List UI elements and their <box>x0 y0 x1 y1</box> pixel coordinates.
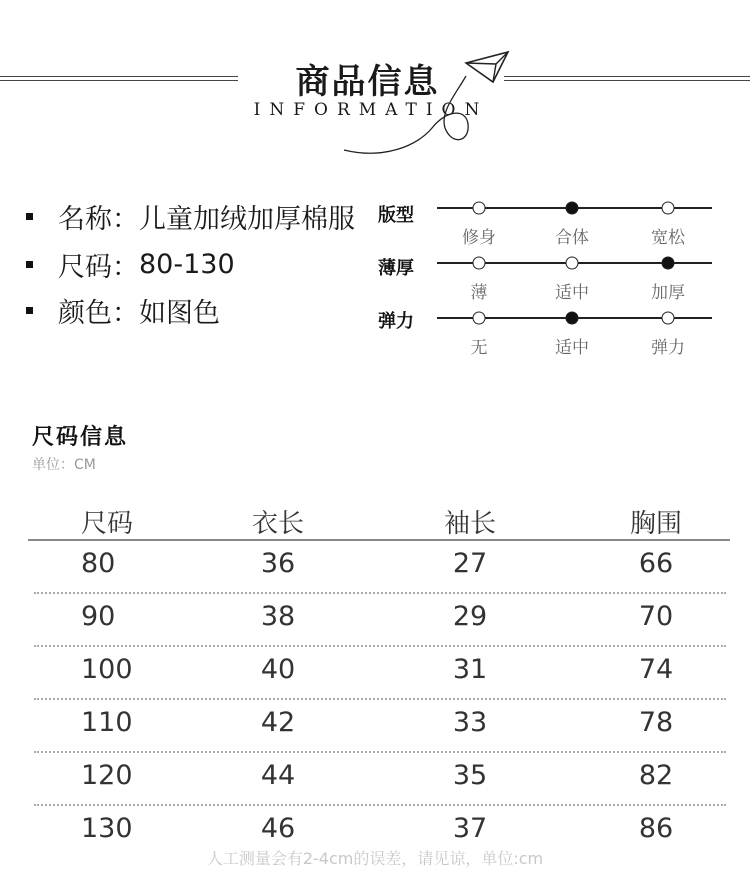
table-cell: 74 <box>638 654 674 685</box>
table-cell: 40 <box>260 654 296 685</box>
table-header-cell: 袖长 <box>443 509 497 539</box>
measurement-note: 人工测量会有2-4cm的误差，请见谅，单位:cm <box>206 849 544 868</box>
selected-dot-marker <box>566 202 579 215</box>
attribute-option-label: 无 <box>470 338 488 358</box>
table-row-divider <box>34 698 726 700</box>
bullet-marker <box>26 307 33 314</box>
paper-plane-icon <box>0 0 750 200</box>
table-cell: 31 <box>452 654 488 685</box>
table-cell: 110 <box>81 707 133 738</box>
table-cell: 82 <box>638 760 674 791</box>
selected-dot-marker <box>566 312 579 325</box>
attribute-option-label: 适中 <box>555 283 589 303</box>
table-cell: 27 <box>452 548 488 579</box>
dot-marker <box>473 257 486 270</box>
product-size-label: 尺码： <box>58 251 139 283</box>
attribute-option-label: 加厚 <box>651 283 685 303</box>
table-cell: 70 <box>638 601 674 632</box>
product-name-label: 名称： <box>58 203 139 235</box>
product-size-value: 80-130 <box>139 248 235 280</box>
product-color-row <box>26 293 220 327</box>
product-color-value: 如图色 <box>139 297 220 329</box>
bullet-marker <box>26 261 33 268</box>
dot-marker <box>566 257 579 270</box>
table-cell: 36 <box>260 548 296 579</box>
table-row-divider <box>34 804 726 806</box>
table-header-cell: 衣长 <box>251 509 305 539</box>
attribute-label: 版型 <box>378 205 414 226</box>
dot-marker <box>662 312 675 325</box>
table-cell: 66 <box>638 548 674 579</box>
table-row-divider <box>34 645 726 647</box>
table-row-divider <box>34 751 726 753</box>
table-header-cell: 尺码 <box>80 509 134 539</box>
table-cell: 44 <box>260 760 296 791</box>
table-cell: 46 <box>260 813 296 844</box>
product-name-row <box>26 199 355 233</box>
table-header-cell: 胸围 <box>629 509 683 539</box>
table-cell: 80 <box>81 548 116 579</box>
table-row-divider <box>34 592 726 594</box>
attribute-option-label: 薄 <box>470 283 488 303</box>
table-cell: 33 <box>452 707 488 738</box>
attribute-option-label: 合体 <box>555 228 589 248</box>
attribute-label: 薄厚 <box>378 258 414 279</box>
page-title: 商品信息 <box>295 62 440 102</box>
table-cell: 86 <box>638 813 674 844</box>
table-cell: 120 <box>81 760 133 791</box>
attribute-option-label: 修身 <box>462 228 496 248</box>
attribute-option-label: 宽松 <box>651 228 685 248</box>
dot-marker <box>662 202 675 215</box>
bullet-marker <box>26 213 33 220</box>
size-table-unit: 单位：CM <box>32 457 96 473</box>
table-cell: 38 <box>260 601 296 632</box>
table-cell: 90 <box>81 601 116 632</box>
attribute-option-label: 适中 <box>555 338 589 358</box>
table-cell: 130 <box>81 813 133 844</box>
dot-marker <box>473 202 486 215</box>
size-table-title: 尺码信息 <box>32 425 129 450</box>
attribute-label: 弹力 <box>378 311 414 332</box>
table-cell: 78 <box>638 707 674 738</box>
attribute-option-label: 弹力 <box>651 338 685 358</box>
product-name-value: 儿童加绒加厚棉服 <box>139 203 355 235</box>
selected-dot-marker <box>662 257 675 270</box>
product-color-label: 颜色： <box>58 297 139 329</box>
table-cell: 100 <box>81 654 133 685</box>
table-cell: 42 <box>260 707 296 738</box>
product-size-row <box>26 247 235 281</box>
table-header-divider <box>28 539 730 541</box>
table-cell: 29 <box>452 601 488 632</box>
table-cell: 37 <box>452 813 488 844</box>
page-subtitle: INFORMATION <box>253 100 489 120</box>
dot-marker <box>473 312 486 325</box>
table-cell: 35 <box>452 760 488 791</box>
